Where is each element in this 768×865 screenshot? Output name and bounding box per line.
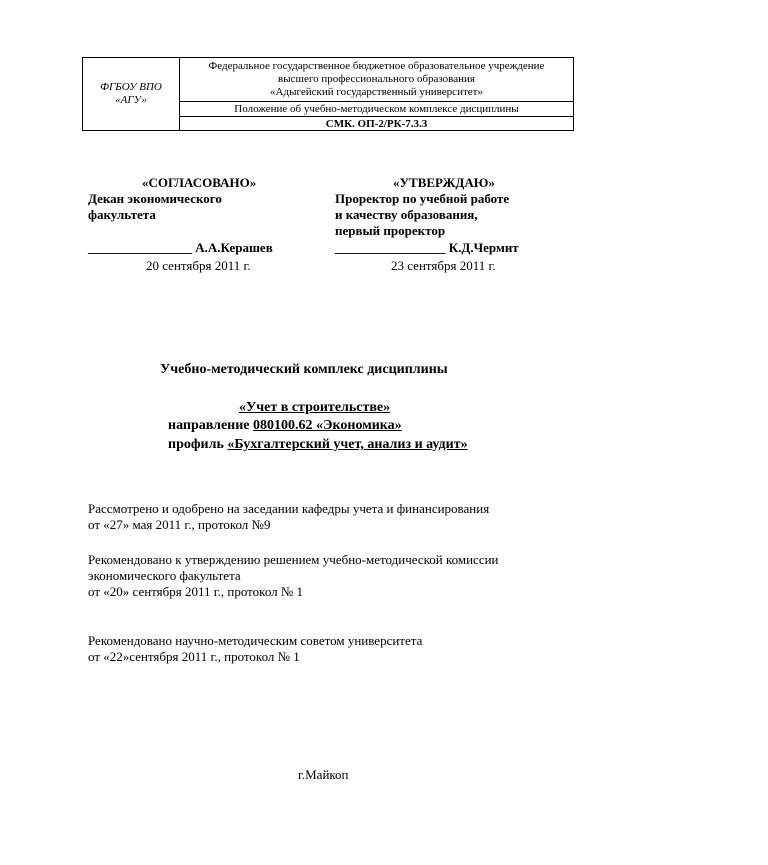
approval-3-line1: Рекомендовано научно-методическим советом университета — [88, 633, 423, 648]
profile-line — [168, 437, 468, 453]
header-left-line2: «АГУ» — [115, 94, 147, 106]
agreed-heading: «СОГЛАСОВАНО» — [142, 175, 257, 190]
approval-1-line1: Рассмотрено и одобрено на заседании кафедры учета и финансирования — [88, 501, 490, 516]
agreed-position-line1: Декан экономического — [88, 191, 222, 206]
agreed-position-line2: факультета — [88, 207, 156, 222]
agreed-date: 20 сентября 2011 г. — [146, 258, 251, 273]
header-doc-code: СМК. ОП-2/РК-7.3.3 — [180, 116, 573, 131]
direction-value: 080100.62 «Экономика» — [253, 418, 402, 433]
header-right — [180, 58, 573, 130]
approval-3-line2: от «22»сентября 2011 г., протокол № 1 — [88, 649, 300, 664]
profile-prefix: профиль — [168, 437, 224, 452]
header-org-name — [180, 60, 573, 102]
approved-date: 23 сентября 2011 г. — [391, 258, 496, 273]
approval-2-line3: от «20» сентября 2011 г., протокол № 1 — [88, 584, 304, 599]
approval-2-line2: экономического факультета — [88, 568, 241, 583]
header-org-line3: «Адыгейский государственный университет» — [270, 86, 483, 98]
approval-1 — [88, 501, 489, 533]
direction-prefix: направление — [168, 418, 250, 433]
header-org-line1: Федеральное государственное бюджетное образовательное учреждение — [208, 60, 545, 72]
header-org-abbrev — [83, 58, 180, 130]
header-org-line2: высшего профессионального образования — [278, 73, 475, 85]
approval-2 — [88, 552, 499, 600]
approved-position-line1: Проректор по учебной работе — [335, 191, 510, 206]
approved-heading: «УТВЕРЖДАЮ» — [393, 175, 495, 190]
approved-position-line2: и качеству образования, — [335, 207, 478, 222]
direction-line — [168, 418, 402, 434]
approval-1-line2: от «27» мая 2011 г., протокол №9 — [88, 517, 271, 532]
approval-3 — [88, 633, 422, 665]
footer-city: г.Майкоп — [298, 767, 349, 782]
main-title: Учебно-методический комплекс дисциплины — [160, 362, 448, 377]
approval-2-line1: Рекомендовано к утверждению решением учебно-методической комиссии — [88, 552, 499, 567]
approved-signature: _________________ К.Д.Чермит — [335, 240, 519, 255]
agreed-signature: ________________ А.А.Керашев — [88, 240, 273, 255]
header-table — [82, 57, 574, 131]
header-doc-title: Положение об учебно-методическом комплексе дисциплины — [180, 101, 573, 116]
profile-value: «Бухгалтерский учет, анализ и аудит» — [227, 437, 468, 452]
discipline-name: «Учет в строительстве» — [239, 400, 391, 415]
approved-position-line3: первый проректор — [335, 223, 446, 238]
header-left-line1: ФГБОУ ВПО — [100, 81, 162, 93]
